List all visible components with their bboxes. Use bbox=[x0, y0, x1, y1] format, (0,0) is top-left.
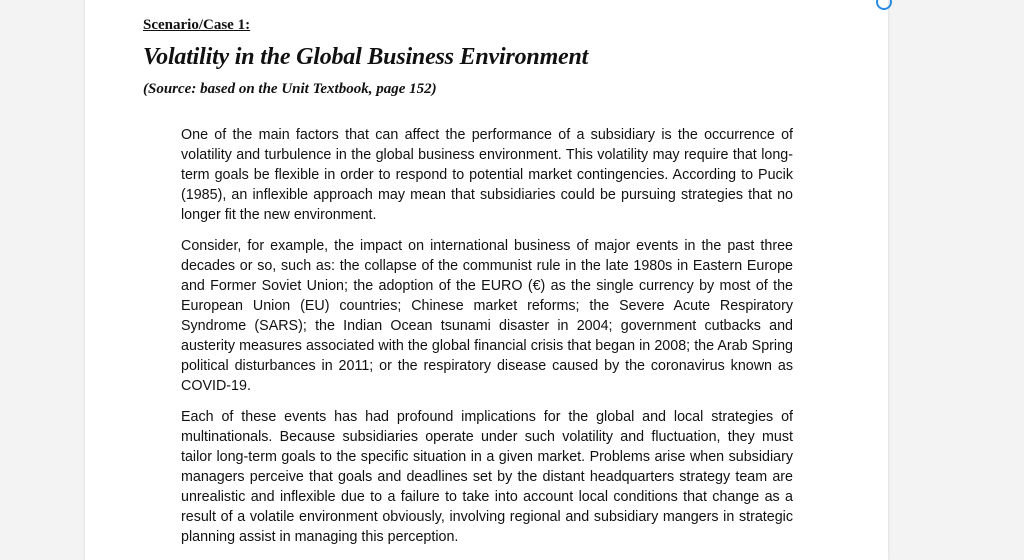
document-page bbox=[85, 0, 888, 560]
body-text bbox=[181, 125, 793, 558]
paragraph-3: Each of these events has had profound implications for the global and local strategies of multinationals. Because subsidiaries operate under such volatility and fluctuation, they must tailor long-term goals to the specific situation in a given market. Problems arise when subsidiary managers perceive that goals and deadlines set by the distant headquarters strategy team are unrealistic and inflexible due to a failure to take into account local conditions that change as a result of a volatile environment obviously, involving regional and subsidiary mangers in strategic planning assist in managing this perception. bbox=[181, 409, 793, 545]
circle-outline-icon bbox=[876, 0, 892, 10]
paragraph-2: Consider, for example, the impact on international business of major events in the past three decades or so, such as: the collapse of the communist rule in the late 1980s in Eastern Europe and Former Soviet Union; the adoption of the EURO (€) as the single currency by most of the European Union (EU) countries; Chinese market reforms; the Severe Acute Respiratory Syndrome (SARS); the Indian Ocean tsunami disaster in 2004; government cutbacks and austerity measures associated with the global financial crisis that began in 2008; the Arab Spring political disturbances in 2011; or the respiratory disease caused by the coronavirus known as COVID-19. bbox=[181, 238, 793, 394]
case-label: Scenario/Case 1: bbox=[143, 17, 251, 33]
page-title: Volatility in the Global Business Environment bbox=[143, 44, 589, 70]
paragraph-1: One of the main factors that can affect the performance of a subsidiary is the occurrence of volatility and turbulence in the global business environment. This volatility may require that long-term goals be flexible in order to respond to potential market contingencies. According to Pucik (1985), an inflexible approach may mean that subsidiaries could be pursuing strategies that no longer fit the new environment. bbox=[181, 127, 793, 223]
source-note: (Source: based on the Unit Textbook, page 152) bbox=[143, 81, 437, 97]
